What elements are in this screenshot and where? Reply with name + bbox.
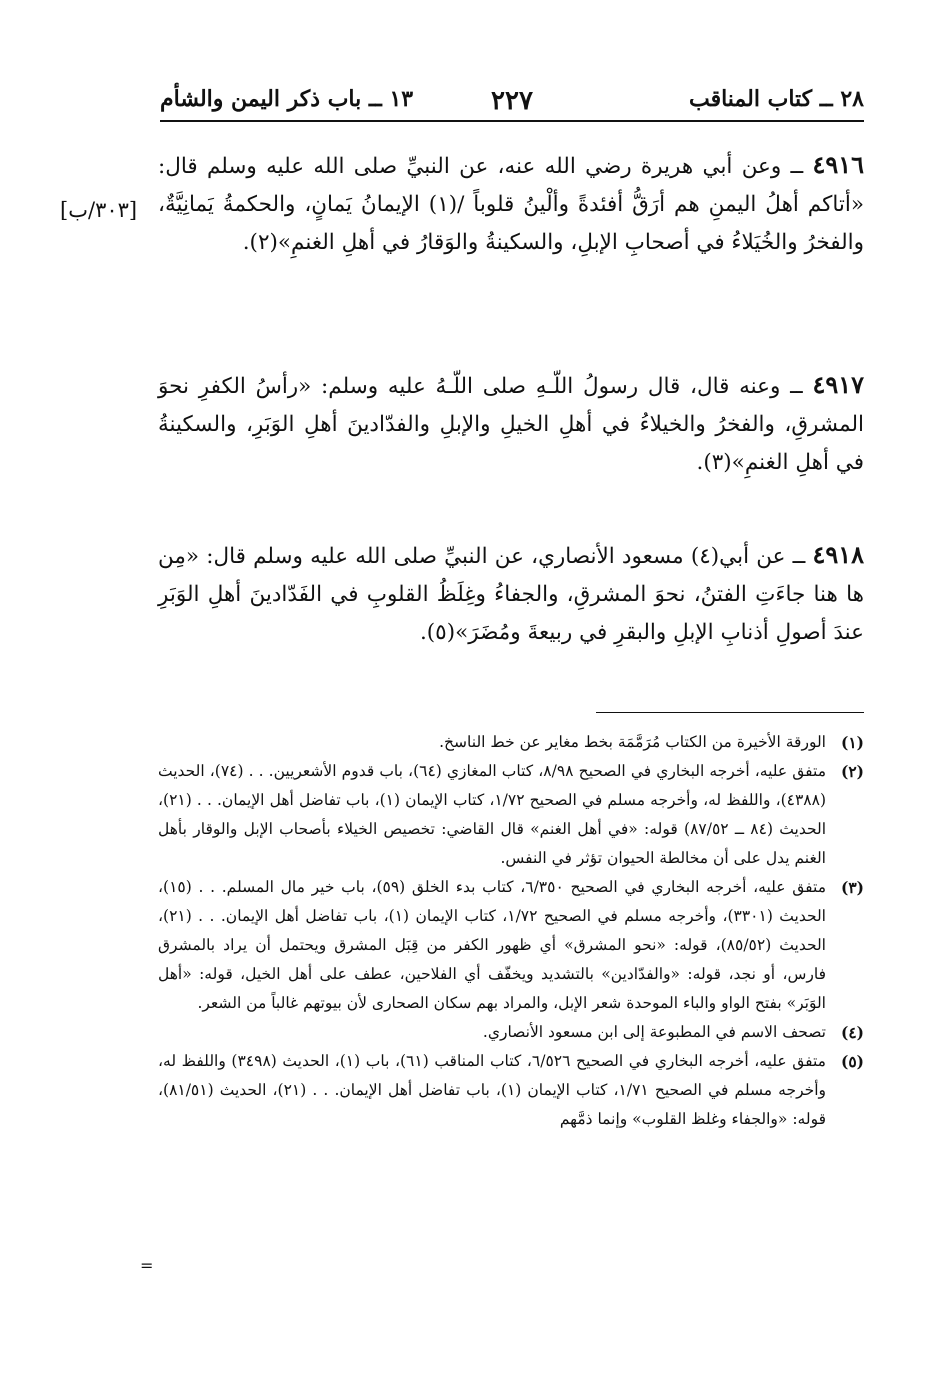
hadith-number: ٤٩١٦ xyxy=(812,150,864,179)
footnote-text: متفق عليه، أخرجه البخاري في الصحيح ٦/٣٥٠، كتاب بدء الخلق (٥٩)، باب خير مال المسلم. . . (١٥)، الحديث (٣٣٠١)، وأخرجه مسلم في الصحيح ١/٧٢، كتاب الإيمان (١)، باب تفاضل أهل الإيمان. . . (٢١)، الحديث (٨٥/٥٢)، قوله: «نحو المشرق» أي ظهور الكفر من قِبَل المشرق ويحتمل أن يراد بالمشرق فارس، أو نجد، قوله: «والفدّادين» بالتشديد ويخفّف أي الفلاحين، عطف على أهل الخيل، قوله: «أهل الوَبَر» بفتح الواو والباء الموحدة شعر الإبل، والمراد بهم سكان الصحارى لأن بيوتهم غالباً من الشعر. xyxy=(158,878,826,1012)
hadith-4917 xyxy=(158,366,864,482)
footnote-text: متفق عليه، أخرجه البخاري في الصحيح ٨/٩٨، كتاب المغازي (٦٤)، باب قدوم الأشعريين. . . (٧٤)، الحديث (٤٣٨٨)، واللفظ له، وأخرجه مسلم في الصحيح ١/٧٢، كتاب الإيمان (١)، باب تفاضل أهل الإيمان. . . (٢١)، الحديث (٨٤ ــ ٨٧/٥٢) قوله: «في أهل الغنم» قال القاضي: تخصيص الخيلاء بأصحاب الإبل والوقار بأهل الغنم يدل على أن مخالطة الحيوان تؤثر في النفس. xyxy=(158,762,827,867)
page-number: ٢٢٧ xyxy=(491,86,533,116)
footnote-text: تصحف الاسم في المطبوعة إلى ابن مسعود الأنصاري. xyxy=(482,1023,826,1041)
footnote xyxy=(158,728,864,757)
hadith-text: ــ وعنه قال، قال رسولُ اللّـهِ صلى اللّـهُ عليه وسلم: «رأسُ الكفرِ نحوَ المشرقِ، والفخرُ والخيلاءُ في أهلِ الخيلِ والإبلِ والفدّادينَ أهلِ الوَبَرِ، والسكينةُ في أهلِ الغنمِ»(٣). xyxy=(158,374,864,475)
footnote-number: (٥) xyxy=(840,1052,864,1071)
continuation-mark: = xyxy=(140,1256,154,1275)
footnotes xyxy=(158,728,864,1134)
margin-folio-note: [٣٠٣/ب] xyxy=(60,198,138,222)
footnote xyxy=(158,1047,864,1134)
hadith-4916 xyxy=(158,146,864,262)
footnote-number: (١) xyxy=(840,733,864,752)
footnote-number: (٤) xyxy=(840,1023,864,1042)
hadith-text: ــ عن أبي(٤) مسعود الأنصاري، عن النبيِّ صلى الله عليه وسلم قال: «مِن ها هنا جاءَتِ الفتنُ، نحوَ المشرقِ، والجفاءُ وغِلَظُ القلوبِ في الفَدّادينَ أهلِ الوَبَرِ عندَ أصولِ أذنابِ الإبلِ والبقرِ في ربيعةَ ومُضَرَ»(٥). xyxy=(158,544,864,645)
footnote xyxy=(158,757,864,873)
footnote-divider xyxy=(596,712,864,713)
footnote-text: متفق عليه، أخرجه البخاري في الصحيح ٦/٥٢٦، كتاب المناقب (٦١)، باب (١)، الحديث (٣٤٩٨) واللفظ له، وأخرجه مسلم في الصحيح ١/٧١، كتاب الإيمان (١)، باب تفاضل أهل الإيمان. . . (٢١)، الحديث (٨١/٥١)، قوله: «والجفاء وغلظ القلوب» وإنما ذمَّهم xyxy=(158,1052,826,1128)
footnote-number: (٣) xyxy=(840,878,864,897)
footnote xyxy=(158,873,864,1018)
hadith-text: ــ وعن أبي هريرة رضي الله عنه، عن النبيِّ صلى الله عليه وسلم قال: «أتاكم أهلُ اليمنِ هم أرَقُّ أفئدةً وألْينُ قلوباً /(١) الإيمانُ يَمانٍ، والحكمةُ يَمانِيَّةٌ، والفخرُ والخُيَلاءُ في أصحابِ الإبلِ، والسكينةُ والوَقارُ في أهلِ الغنمِ»(٢). xyxy=(158,154,864,255)
running-header xyxy=(160,84,864,122)
footnote-text: الورقة الأخيرة من الكتاب مُرَمَّمَة بخط مغاير عن خط الناسخ. xyxy=(439,733,826,751)
hadith-4918 xyxy=(158,536,864,652)
chapter-title: ٢٨ ــ كتاب المناقب xyxy=(688,86,864,112)
hadith-number: ٤٩١٧ xyxy=(812,370,864,399)
footnote-number: (٢) xyxy=(840,762,864,781)
footnote xyxy=(158,1018,864,1047)
hadith-number: ٤٩١٨ xyxy=(812,540,864,569)
section-title: ١٣ ــ باب ذكر اليمن والشأم xyxy=(160,86,414,112)
